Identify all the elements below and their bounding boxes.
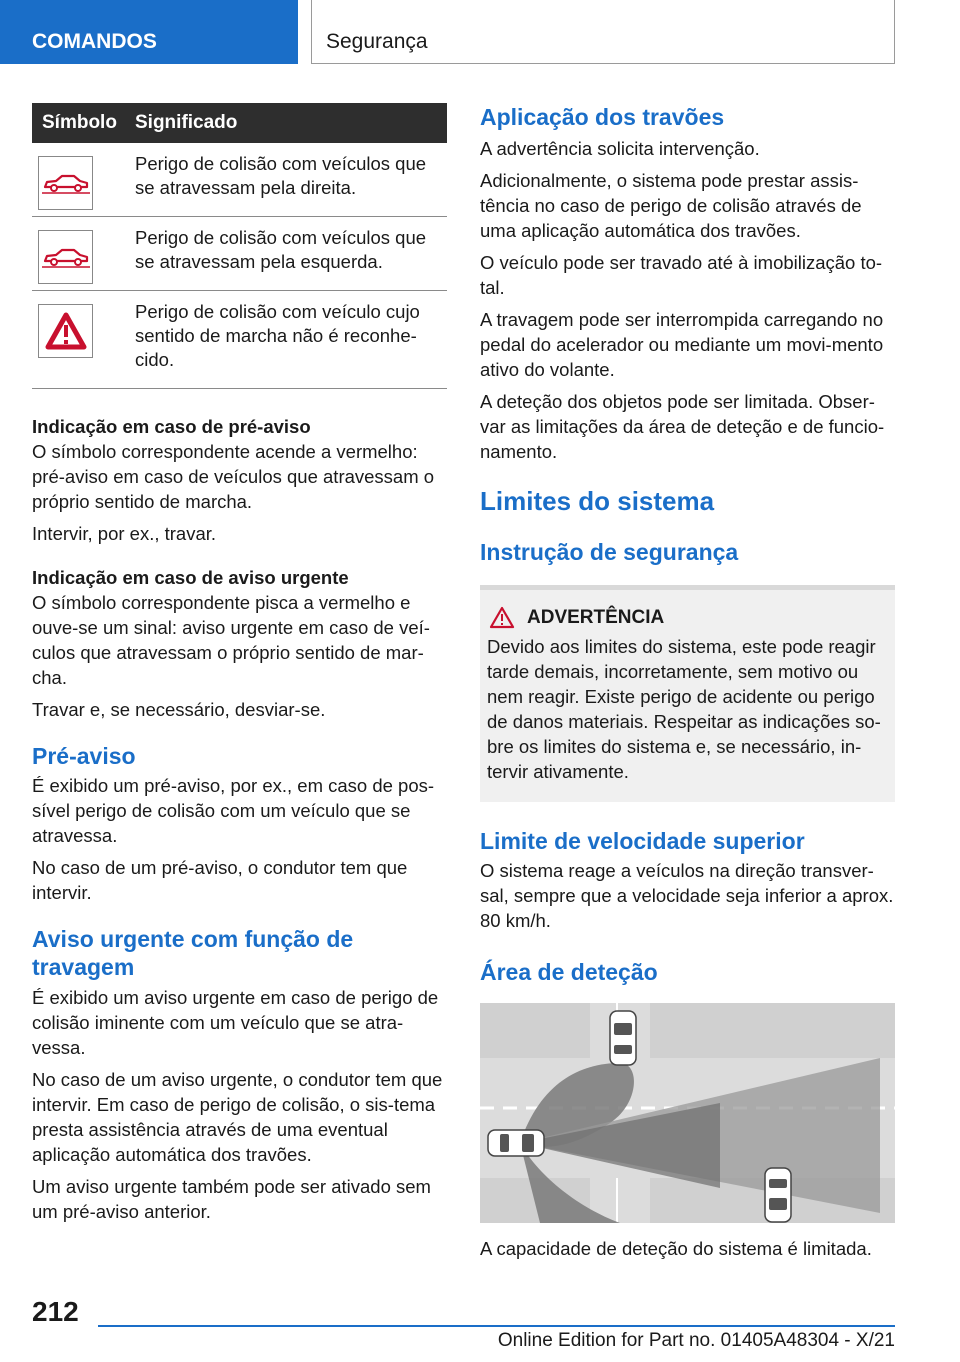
car-side-icon bbox=[38, 230, 93, 284]
paragraph: O sistema reage a veículos na direção transver-sal, sempre que a velocidade seja inferior a aprox. 80 km/h. bbox=[480, 860, 894, 931]
paragraph: Adicionalmente, o sistema pode prestar assis-tência no caso de perigo de colisão através de uma aplicação automática dos travões. bbox=[480, 170, 862, 241]
paragraph: A advertência solicita intervenção. bbox=[480, 138, 760, 159]
chapter-heading: Limites do sistema bbox=[480, 486, 715, 516]
paragraph: A travagem pode ser interrompida carregando no pedal do acelerador ou mediante um movi-mento ativo do volante. bbox=[480, 309, 884, 380]
figure-caption: A capacidade de deteção do sistema é limitada. bbox=[480, 1238, 872, 1259]
paragraph: Intervir, por ex., travar. bbox=[32, 523, 217, 544]
paragraph: No caso de um pré-aviso, o condutor tem que intervir. bbox=[32, 857, 408, 903]
car-side-icon bbox=[38, 156, 93, 210]
section-heading: Limite de velocidade superior bbox=[480, 828, 805, 854]
table-row bbox=[32, 291, 447, 389]
footer-rule bbox=[98, 1325, 895, 1327]
paragraph: Um aviso urgente também pode ser ativado sem um pré-aviso anterior. bbox=[32, 1176, 431, 1222]
topic-title: Segurança bbox=[326, 30, 428, 53]
column-header: Significado bbox=[135, 103, 447, 143]
edition-note: Online Edition for Part no. 01405A48304 - X/21 bbox=[497, 1330, 895, 1351]
section-heading: Aviso urgente com função de travagem bbox=[32, 926, 354, 980]
table-cell-meaning: Perigo de colisão com veículos que se atravessam pela direita. bbox=[135, 143, 447, 217]
section-heading: Pré-aviso bbox=[32, 743, 136, 769]
warning-box bbox=[480, 590, 895, 802]
subheading: Indicação em caso de pré-aviso bbox=[32, 416, 311, 437]
section-heading: Instrução de segurança bbox=[480, 539, 739, 565]
table-header-row bbox=[32, 103, 447, 143]
paragraph: O símbolo correspondente acende a vermelho: pré-aviso em caso de veículos que atravessam o próprio sentido de marcha. bbox=[32, 441, 435, 512]
paragraph: No caso de um aviso urgente, o condutor tem que intervir. Em caso de perigo de colisão, o sis-tema presta assistência através de uma eventual aplicação automática dos travões. bbox=[32, 1069, 443, 1165]
section-heading: Aplicação dos travões bbox=[480, 104, 725, 130]
table-cell-meaning: Perigo de colisão com veículo cujo sentido de marcha não é reconhe-cido. bbox=[135, 291, 447, 389]
paragraph: A deteção dos objetos pode ser limitada. Obser-var as limitações da área de deteção e de funcio-namento. bbox=[480, 391, 885, 462]
warning-triangle-icon bbox=[38, 304, 93, 358]
paragraph: O símbolo correspondente pisca a vermelho e ouve-se um sinal: aviso urgente em caso de veí-culos que atravessam o próprio sentido de mar-cha. bbox=[32, 592, 430, 688]
section-heading: Área de deteção bbox=[480, 959, 658, 985]
section-title: COMANDOS bbox=[32, 30, 157, 53]
table-cell-meaning: Perigo de colisão com veículos que se atravessam pela esquerda. bbox=[135, 217, 447, 291]
detection-area-diagram bbox=[480, 1003, 895, 1223]
subheading: Indicação em caso de aviso urgente bbox=[32, 567, 349, 588]
warning-title: ADVERTÊNCIA bbox=[527, 606, 665, 628]
paragraph: O veículo pode ser travado até à imobilização to-tal. bbox=[480, 252, 883, 298]
column-header: Símbolo bbox=[32, 103, 135, 143]
warning-triangle-icon bbox=[489, 606, 515, 629]
left-column bbox=[32, 103, 447, 1224]
symbol-table bbox=[32, 103, 447, 389]
paragraph: É exibido um aviso urgente em caso de perigo de colisão iminente com um veículo que se atra-vessa. bbox=[32, 987, 439, 1058]
table-row bbox=[32, 217, 447, 291]
paragraph: Travar e, se necessário, desviar-se. bbox=[32, 699, 326, 720]
right-column bbox=[480, 103, 895, 1261]
paragraph: É exibido um pré-aviso, por ex., em caso de pos-sível perigo de colisão com um veículo que se atravessa. bbox=[32, 775, 435, 846]
section-tab bbox=[0, 0, 298, 64]
page-number: 212 bbox=[32, 1296, 79, 1327]
table-row bbox=[32, 143, 447, 217]
topic-tab bbox=[311, 0, 895, 64]
warning-text: Devido aos limites do sistema, este pode reagir tarde demais, incorretamente, sem motivo ou nem reagir. Existe perigo de acidente ou perigo de danos materiais. Respeitar as indicações so-bre os limites do sistema e, se necessário, in-tervir ativamente. bbox=[487, 636, 881, 782]
